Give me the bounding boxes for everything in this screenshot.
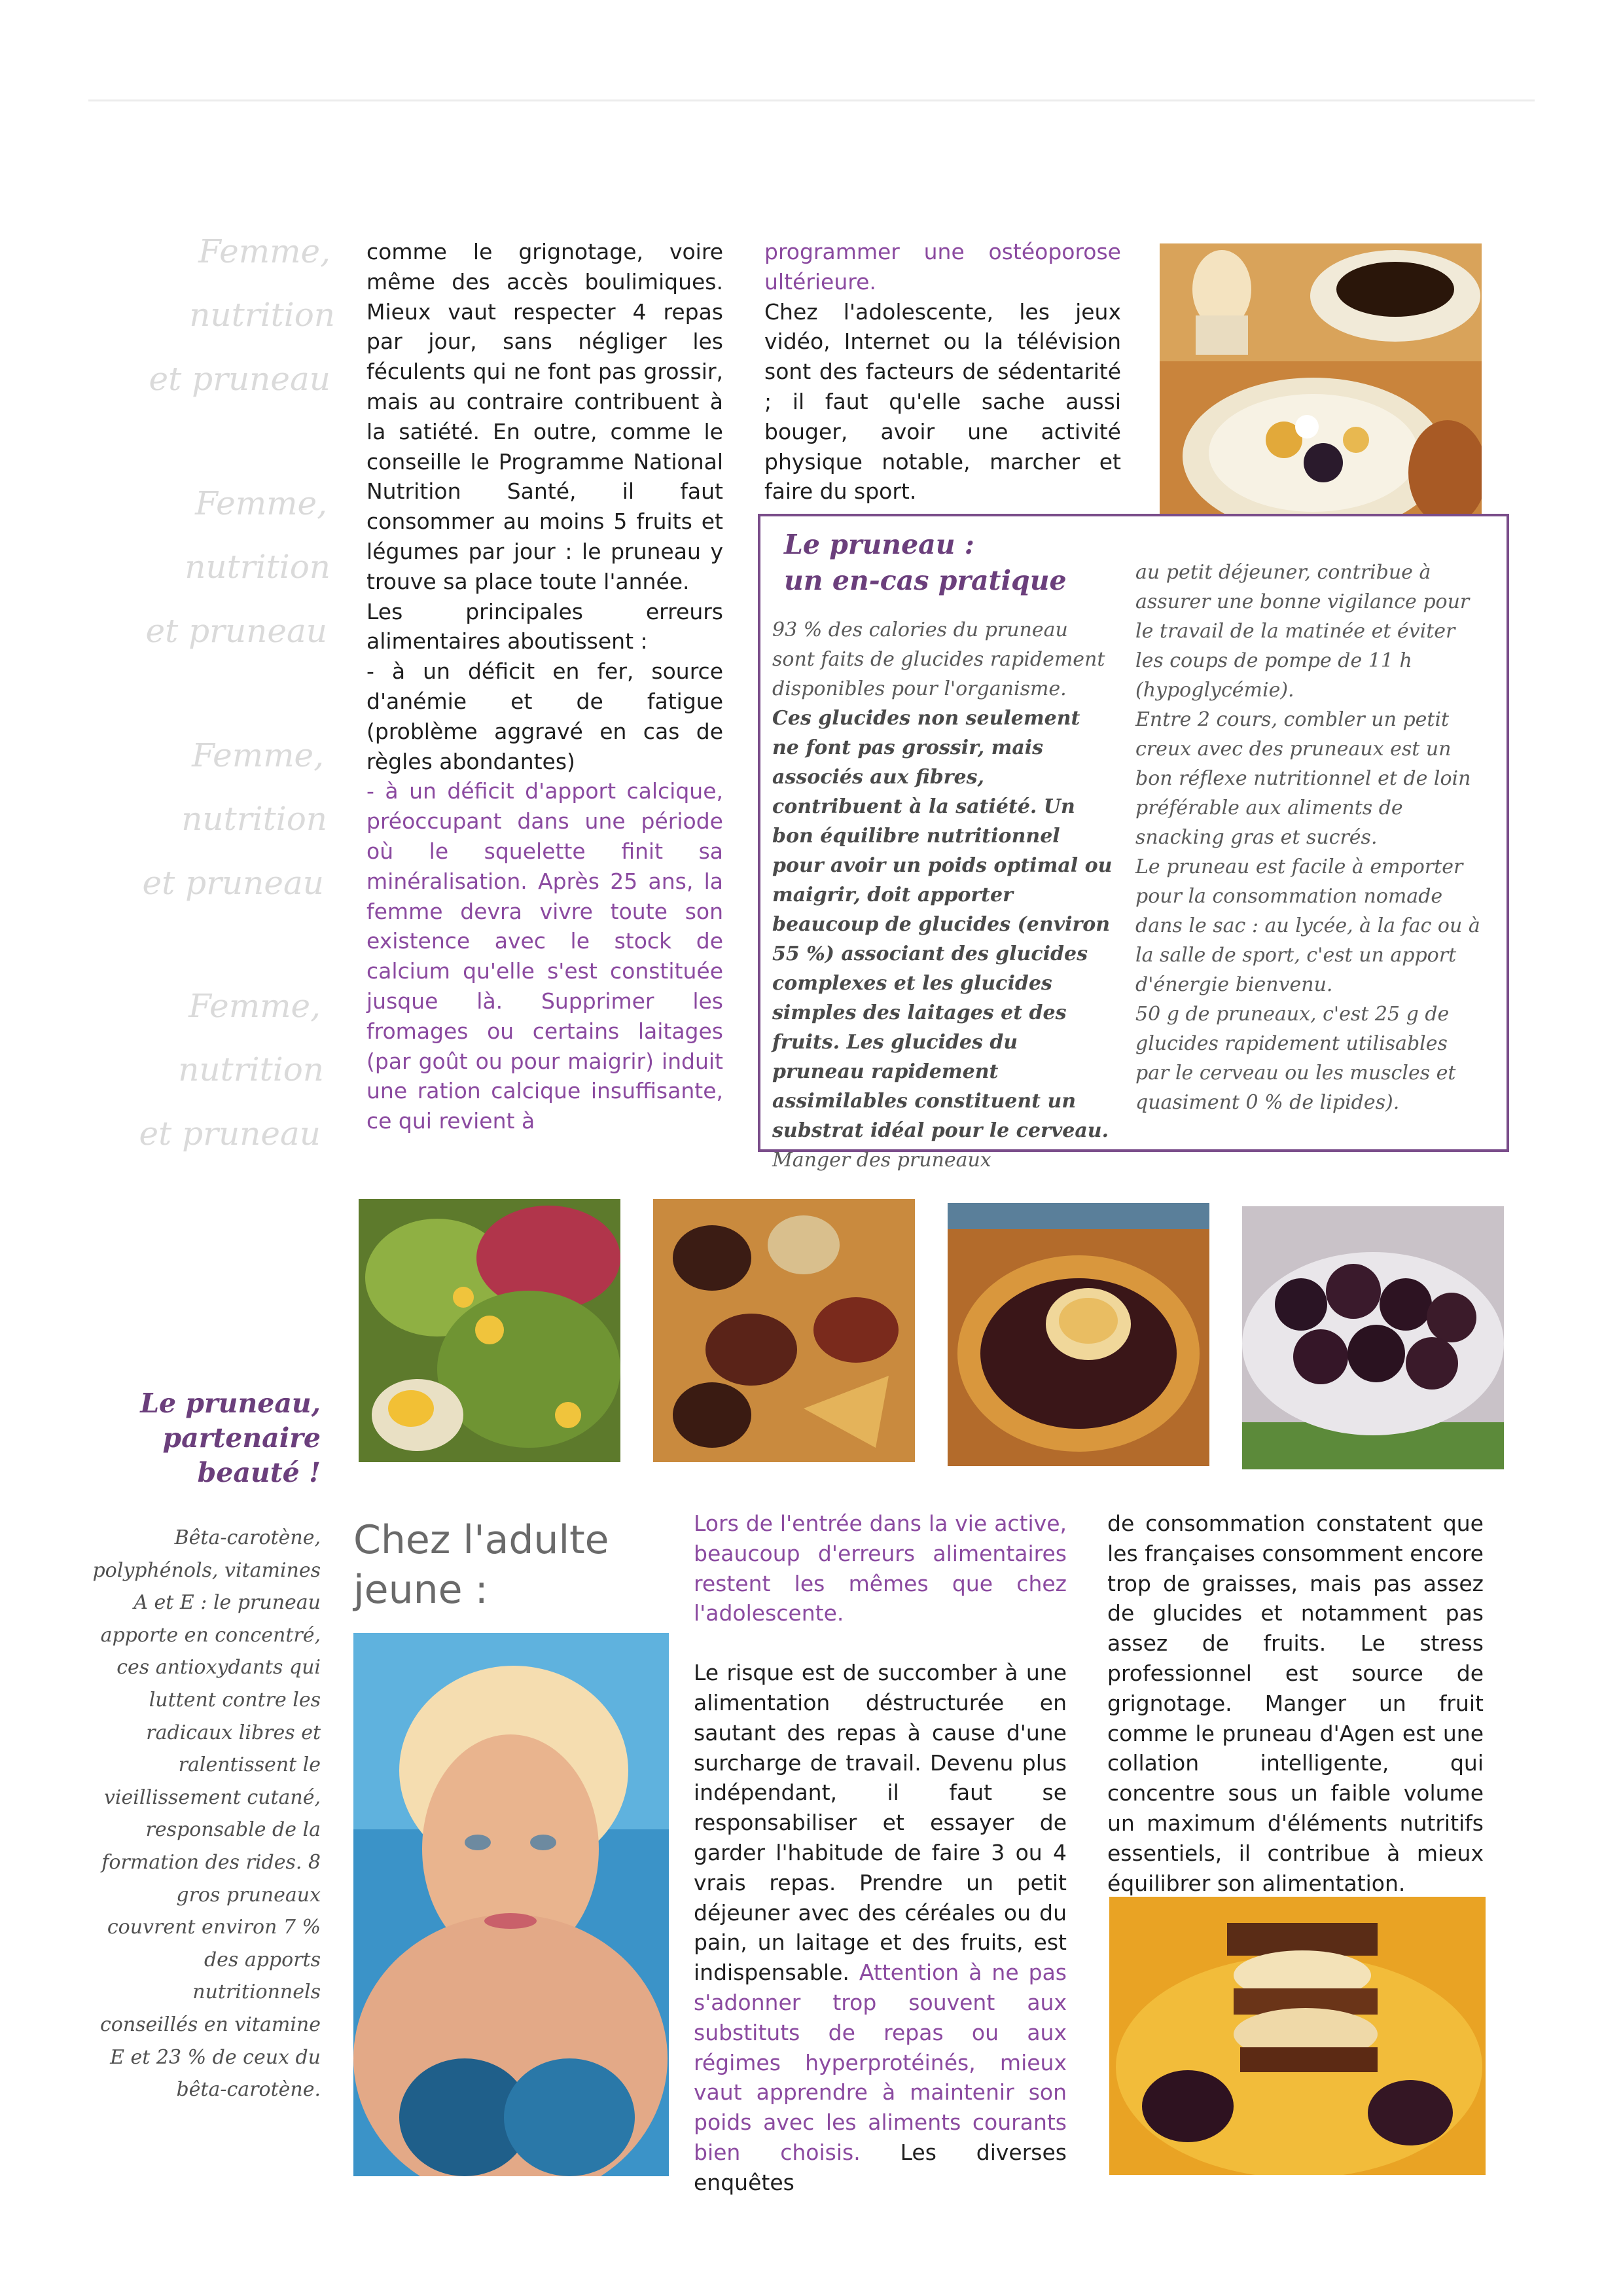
box-paragraph: au petit déjeuner, contribue à assurer une bonne vigilance pour le travail de la matinée et éviter les coups de pompe de 11 h (hypoglycémie). xyxy=(1135,561,1470,702)
side-word: Femme, xyxy=(195,484,327,522)
box-left-column xyxy=(772,615,1113,1175)
box-paragraph-end: Manger des pruneaux xyxy=(772,1149,991,1172)
box-title-line: un en-cas pratique xyxy=(784,565,1067,596)
dried-prunes-photo xyxy=(1242,1206,1504,1469)
header-rule xyxy=(88,99,1535,101)
side-word: et pruneau xyxy=(142,864,324,902)
col3-paragraph-highlight: Lors de l'entrée dans la vie active, beaucoup d'erreurs alimentaires restent les mêmes que chez l'adolescente. xyxy=(694,1511,1067,1626)
col1-paragraph: Les principales erreurs alimentaires aboutissent : xyxy=(366,598,723,655)
side-word: et pruneau xyxy=(139,1115,321,1153)
column-2 xyxy=(764,237,1121,507)
breakfast-photo xyxy=(1160,243,1482,548)
beaute-text: Bêta-carotène, polyphénols, vitamines A et E : le pruneau apporte en concentré, ces antioxydants qui luttent contre les radicaux libres et ralentissent le vieillissement cutané, responsable de la formation des rides. 8 gros pruneaux couvrent environ 7 % des apports nutritionnels conseillés en vitamine E et 23 % de ceux du bêta-carotène. xyxy=(92,1526,321,2102)
side-word: nutrition xyxy=(178,1050,324,1088)
dessert-photo xyxy=(1109,1897,1486,2175)
col3-paragraph: Le risque est de succomber à une alimentation déstructurée en sautant des repas à cause d'une surcharge de travail. Devenu plus indépendant, il faut se responsabiliser et essayer de garder l'habitude de faire 3 ou 4 vrais repas. Prendre un petit déjeuner avec des céréales ou du pain, un laitage et des fruits, est indispensable. xyxy=(694,1660,1067,1986)
col2-paragraph-highlight: programmer une ostéoporose ultérieure. xyxy=(764,239,1121,295)
young-woman-photo xyxy=(353,1633,669,2176)
side-word: Femme, xyxy=(188,987,321,1025)
col1-paragraph: - à un déficit en fer, source d'anémie et de fatigue (problème aggravé en cas de règles abondantes) xyxy=(366,658,723,774)
side-word: nutrition xyxy=(181,800,327,838)
side-word: et pruneau xyxy=(145,612,327,650)
col4-paragraph: de consommation constatent que les françaises consomment encore trop de graisses, mais pas assez de glucides et notamment pas assez de fruits. Le stress professionnel est source de grignotage. Manger un fruit comme le pruneau d'Agen est une collation intelligente, qui concentre sous un faible volume un maximum d'éléments nutritifs essentiels, il contribue à mieux équilibrer son alimentation. xyxy=(1107,1511,1484,1896)
beaute-title: Le pruneau, partenaire beauté ! xyxy=(140,1388,321,1488)
col3-paragraph-highlight: Attention à ne pas s'adonner trop souvent aux substituts de repas ou aux régimes hyperprotéinés, mieux vaut apprendre à maintenir son poids avec les aliments courants bien choisis. xyxy=(694,1960,1067,2165)
box-paragraph: 93 % des calories du pruneau sont faits de glucides rapidement disponibles pour l'organisme. xyxy=(772,619,1105,700)
salad-photo xyxy=(359,1199,620,1462)
box-paragraph: 50 g de pruneaux, c'est 25 g de glucides rapidement utilisables par le cerveau ou les muscles et quasiment 0 % de lipides). xyxy=(1135,1003,1456,1114)
column-4 xyxy=(1107,1509,1484,1898)
side-word: Femme, xyxy=(192,736,324,774)
box-paragraph-bold: Ces glucides non seulement ne font pas grossir, mais associés aux fibres, contribuent à la satiété. Un bon équilibre nutritionnel pour avoir un poids optimal ou maigrir, doit apporter beaucoup de glucides (environ 55 %) associant des glucides complexes et les glucides simples des laitages et des fruits. Les glucides du pruneau rapidement assimilables constituent un substrat idéal pour le cerveau. xyxy=(772,707,1113,1142)
column-3 xyxy=(694,1509,1067,2198)
section-heading: Chez l'adulte jeune : xyxy=(353,1517,609,1613)
side-word: nutrition xyxy=(189,296,335,334)
box-paragraph: Entre 2 cours, combler un petit creux avec des pruneaux est un bon réflexe nutritionnel et de loin préférable aux aliments de snacking gras et sucrés. xyxy=(1135,708,1471,849)
col2-paragraph: Chez l'adolescente, les jeux vidéo, Internet ou la télévision sont des facteurs de sédentarité ; il faut qu'elle sache aussi bouger, avoir une activité physique notable, marcher et faire du sport. xyxy=(764,298,1121,505)
side-word: et pruneau xyxy=(149,360,330,398)
box-right-column xyxy=(1135,558,1486,1117)
box-title xyxy=(784,527,1067,599)
box-paragraph: Le pruneau est facile à emporter pour la consommation nomade dans le sac : au lycée, à la fac ou à la salle de sport, c'est un apport d'énergie bienvenu. xyxy=(1135,855,1480,996)
side-word: Femme, xyxy=(198,232,330,270)
column-1 xyxy=(366,237,723,1136)
prune-tart-photo xyxy=(948,1203,1209,1466)
col1-paragraph: comme le grignotage, voire même des accès boulimiques. Mieux vaut respecter 4 repas par jour, sans négliger les féculents qui ne font pas grossir, mais au contraire contribuent à la satiété. En outre, comme le conseille le Programme National Nutrition Santé, il faut consommer au moins 5 fruits et légumes par jour : le pruneau y trouve sa place toute l'année. xyxy=(366,239,723,594)
col3-paragraph-end: Les diverses enquêtes xyxy=(694,2139,1067,2195)
side-word: nutrition xyxy=(185,548,330,586)
box-title-line: Le pruneau : xyxy=(784,529,974,560)
col1-paragraph-highlight: - à un déficit d'apport calcique, préoccupant dans une période où le squelette finit sa minéralisation. Après 25 ans, la femme devra vivre toute son existence avec le stock de calcium qu'elle s'est constituée jusque là. Supprimer les fromages ou certains laitages (par goût ou pour maigrir) induit une ration calcique insuffisante, ce qui revient à xyxy=(366,778,723,1134)
prune-appetizers-photo xyxy=(653,1199,915,1462)
